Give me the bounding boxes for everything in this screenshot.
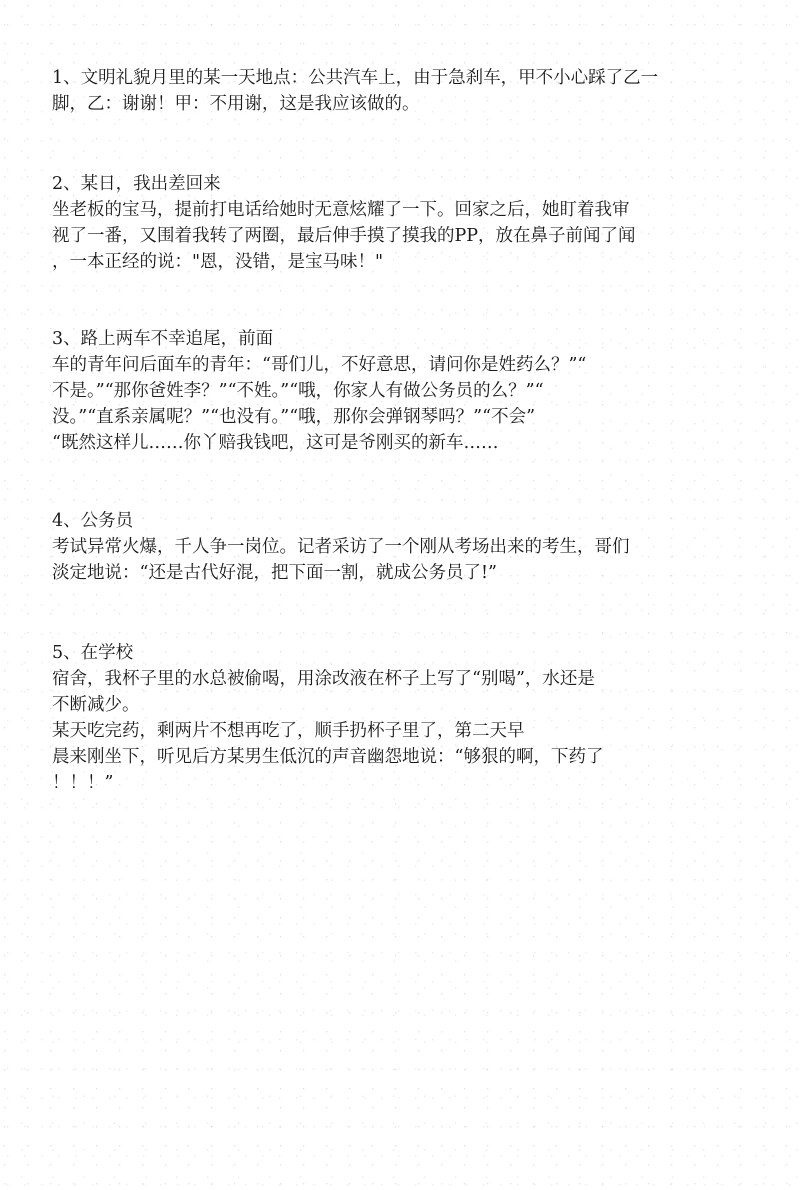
- joke-2-line-4: ，一本正经的说："恩，没错，是宝马味！": [52, 252, 384, 272]
- joke-4-line-2: 考试异常火爆，千人争一岗位。记者采访了一个刚从考场出来的考生，哥们: [52, 537, 630, 557]
- joke-4: [52, 508, 782, 586]
- joke-1-line-1: 1、文明礼貌月里的某一天地点：公共汽车上，由于急刹车，甲不小心踩了乙一: [52, 68, 659, 88]
- joke-2: [52, 171, 782, 275]
- joke-5: [52, 640, 782, 796]
- joke-5-line-2: 宿舍，我杯子里的水总被偷喝，用涂改液在杯子上写了“别喝”，水还是: [52, 669, 595, 689]
- joke-3-line-3: 不是。”“那你爸姓李？”“不姓。”“哦，你家人有做公务员的么？”“: [52, 381, 544, 401]
- joke-3-line-2: 车的青年问后面车的青年：“哥们儿，不好意思，请问你是姓药么？”“: [52, 355, 587, 375]
- joke-1-line-2: 脚，乙：谢谢！甲：不用谢，这是我应该做的。: [52, 94, 420, 114]
- joke-2-line-2: 坐老板的宝马，提前打电话给她时无意炫耀了一下。回家之后，她盯着我审: [52, 200, 630, 220]
- joke-2-heading: 2、某日，我出差回来: [52, 174, 221, 194]
- joke-5-line-5: 晨来刚坐下，听见后方某男生低沉的声音幽怨地说：“够狠的啊，下药了: [52, 747, 604, 767]
- joke-3-line-4: 没。”“直系亲属呢？”“也没有。”“哦，那你会弹钢琴吗？”“不会”: [52, 407, 536, 427]
- joke-3-line-5: “既然这样儿……你丫赔我钱吧，这可是爷刚买的新车……: [52, 433, 499, 453]
- joke-4-heading: 4、公务员: [52, 511, 134, 531]
- joke-1: [52, 65, 782, 117]
- joke-3-heading: 3、路上两车不幸追尾，前面: [52, 329, 274, 349]
- joke-2-line-3: 视了一番，又围着我转了两圈，最后伸手摸了摸我的PP，放在鼻子前闻了闻: [52, 226, 636, 246]
- joke-5-line-3: 不断减少。: [52, 695, 140, 715]
- joke-5-heading: 5、在学校: [52, 643, 134, 663]
- joke-5-line-4: 某天吃完药，剩两片不想再吃了，顺手扔杯子里了，第二天早: [52, 721, 525, 741]
- joke-5-line-6: ！！！”: [52, 773, 114, 793]
- joke-4-line-3: 淡定地说：“还是古代好混，把下面一割，就成公务员了!”: [52, 563, 497, 583]
- joke-3: [52, 326, 782, 456]
